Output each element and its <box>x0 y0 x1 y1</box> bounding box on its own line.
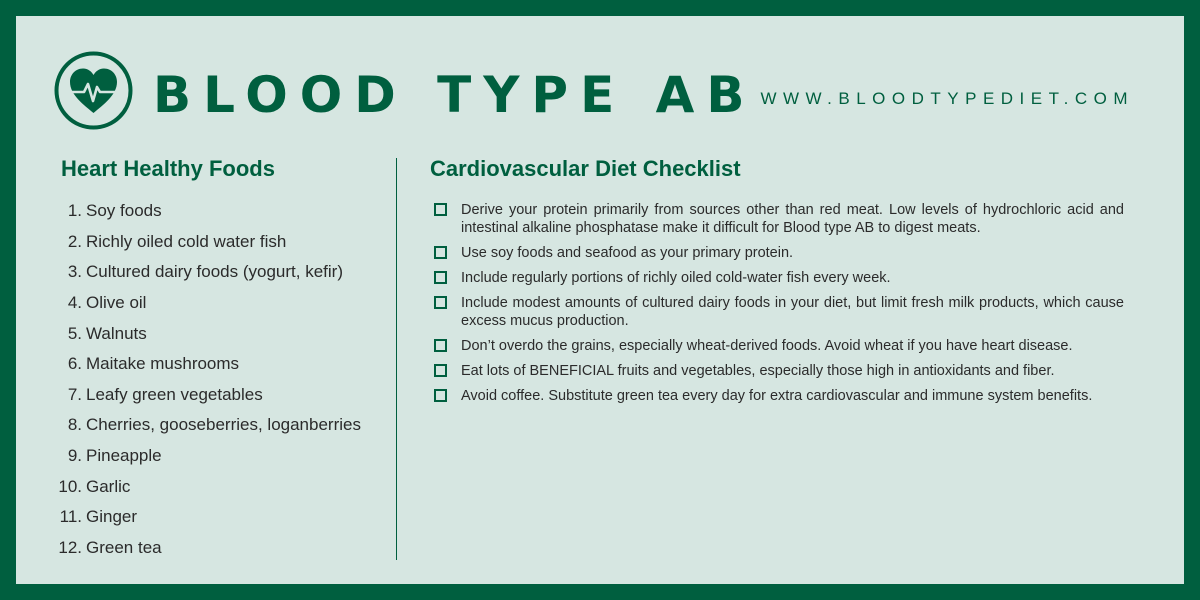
list-item <box>56 380 361 411</box>
checklist-item <box>434 362 1124 380</box>
checklist-item <box>434 269 1124 287</box>
item-number: 8. <box>67 415 82 435</box>
item-number: 10. <box>58 476 82 496</box>
column-divider <box>396 158 397 560</box>
checklist-item-text: Include regularly portions of richly oiled cold-water fish every week. <box>461 270 891 286</box>
item-text: Green tea <box>86 537 162 557</box>
item-number: 6. <box>67 354 82 374</box>
heart-pulse-icon <box>54 51 133 130</box>
checkbox[interactable] <box>434 364 447 377</box>
card <box>16 16 1184 584</box>
item-number: 1. <box>67 201 82 221</box>
list-item <box>56 533 361 564</box>
checklist-heading: Cardiovascular Diet Checklist <box>430 156 741 181</box>
food-list <box>56 196 361 563</box>
item-text: Maitake mushrooms <box>86 354 240 374</box>
checklist-item-text: Don’t overdo the grains, especially wheat-derived foods. Avoid wheat if you have heart disease. <box>461 338 1073 354</box>
page-title: BLOOD TYPE AB <box>153 66 757 124</box>
checklist-item <box>434 244 1124 262</box>
item-number: 9. <box>67 446 82 466</box>
item-number: 11. <box>59 507 82 527</box>
list-item <box>56 441 361 472</box>
checklist-item <box>434 294 1124 330</box>
list-item <box>56 471 361 502</box>
checklist-item <box>434 387 1124 405</box>
list-item <box>56 288 361 319</box>
heart-healthy-foods-heading: Heart Healthy Foods <box>61 156 275 181</box>
item-text: Olive oil <box>86 293 147 313</box>
checklist-item <box>434 337 1124 355</box>
item-text: Pineapple <box>86 446 162 466</box>
item-number: 2. <box>67 231 82 251</box>
list-item <box>56 196 361 227</box>
checkbox[interactable] <box>434 339 447 352</box>
list-item <box>56 318 361 349</box>
item-text: Richly oiled cold water fish <box>86 231 287 251</box>
item-text: Cherries, gooseberries, loganberries <box>86 415 361 435</box>
item-text: Cultured dairy foods (yogurt, kefir) <box>86 262 343 282</box>
checklist-item-text: Use soy foods and seafood as your primary protein. <box>461 245 794 261</box>
checklist-item-text: Eat lots of BENEFICIAL fruits and vegetables, especially those high in antioxidants and fiber. <box>461 363 1055 379</box>
item-number: 4. <box>67 293 82 313</box>
list-item <box>56 257 361 288</box>
item-number: 3. <box>67 262 82 282</box>
checklist <box>434 201 1124 412</box>
checklist-item <box>434 201 1124 237</box>
list-item <box>56 502 361 533</box>
item-number: 5. <box>67 323 82 343</box>
checkbox[interactable] <box>434 389 447 402</box>
checkbox[interactable] <box>434 296 447 309</box>
list-item <box>56 349 361 380</box>
checkbox[interactable] <box>434 203 447 216</box>
item-text: Ginger <box>86 507 138 527</box>
item-text: Garlic <box>86 476 131 496</box>
website-url: WWW.BLOODTYPEDIET.COM <box>760 89 1134 108</box>
item-text: Walnuts <box>86 323 147 343</box>
checkbox[interactable] <box>434 246 447 259</box>
checklist-item-text: Avoid coffee. Substitute green tea every day for extra cardiovascular and immune system benefits. <box>461 388 1093 404</box>
item-text: Leafy green vegetables <box>86 384 263 404</box>
list-item <box>56 410 361 441</box>
checklist-item-text: Include modest amounts of cultured dairy foods in your diet, but limit fresh milk products, which cause excess mucus production. <box>461 295 1124 329</box>
item-number: 12. <box>58 537 82 557</box>
checklist-item-text: Derive your protein primarily from sources other than red meat. Low levels of hydrochloric acid and intestinal alkaline phosphatase make it difficult for Blood type AB to digest meats. <box>461 202 1124 236</box>
item-number: 7. <box>67 384 82 404</box>
list-item <box>56 227 361 258</box>
item-text: Soy foods <box>86 201 162 221</box>
checkbox[interactable] <box>434 271 447 284</box>
